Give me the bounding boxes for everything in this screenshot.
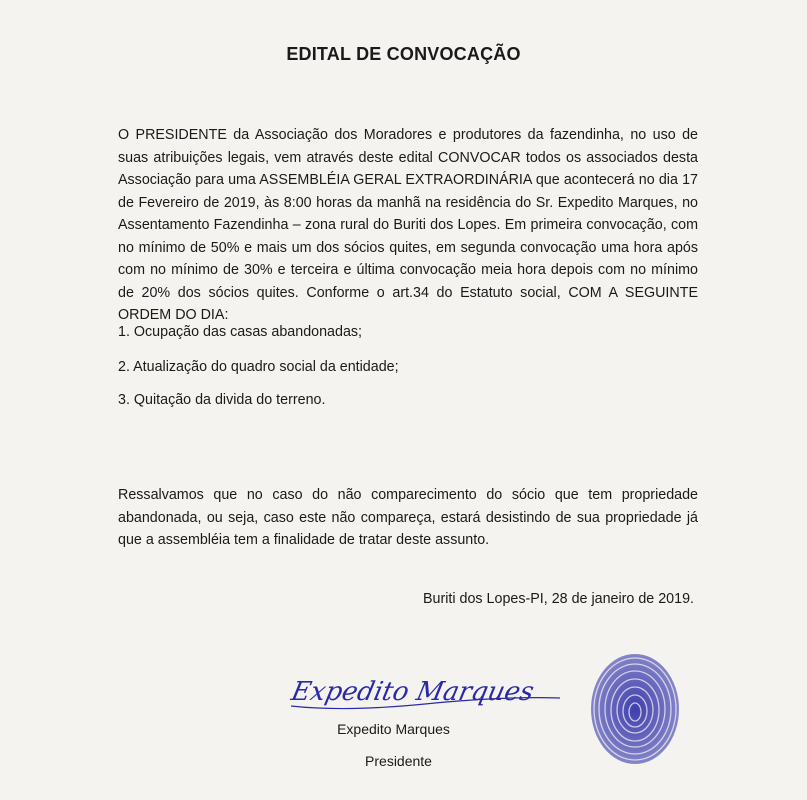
convocation-paragraph [118, 124, 698, 327]
closing-paragraph: Ressalvamos que no caso do não comparecimento do sócio que tem propriedade abandonada, ou seja, caso este não compareça, estará desistindo de sua propriedade já que a assembléia tem a finalidade de tratar deste assunto. [118, 487, 698, 548]
agenda-item-1: 1. Ocupação das casas abandonadas; [118, 324, 363, 340]
signer-role: Presidente [365, 753, 432, 769]
handwritten-signature [285, 668, 575, 718]
paragraph-text: O PRESIDENTE da Associação dos Moradores e produtores da fazendinha, no uso de suas atribuições legais, vem através deste edital CONVOCAR todos os associados desta Associação para uma ASSEMBLÉIA GERAL EXTRAORDINÁRIA que acontecerá no dia 17 de Fevereiro de 2019, às 8:00 horas da manhã na residência do Sr. Expedito Marques, no Assentamento Fazendinha – zona rural do Buriti dos Lopes. Em primeira convocação, com no mínimo de 50% e mais um dos sócios quites, em segunda convocação uma hora após com no mínimo de 30% e terceira e última convocação meia hora depois com no mínimo de 20% dos sócios quites. Conforme o art.34 do Estatuto social, COM A SEGUINTE ORDEM DO DIA: [118, 127, 698, 323]
signer-name: Expedito Marques [337, 721, 450, 737]
place-date: Buriti dos Lopes-PI, 28 de janeiro de 2019. [422, 591, 694, 607]
agenda-item-2: 2. Atualização do quadro social da entidade; [118, 359, 399, 375]
thumbprint-icon [585, 650, 685, 768]
document-title: EDITAL DE CONVOCAÇÃO [286, 44, 521, 64]
agenda-item-3: 3. Quitação da divida do terreno. [118, 392, 326, 408]
svg-text:Expedito Marques: Expedito Marques [288, 677, 537, 707]
